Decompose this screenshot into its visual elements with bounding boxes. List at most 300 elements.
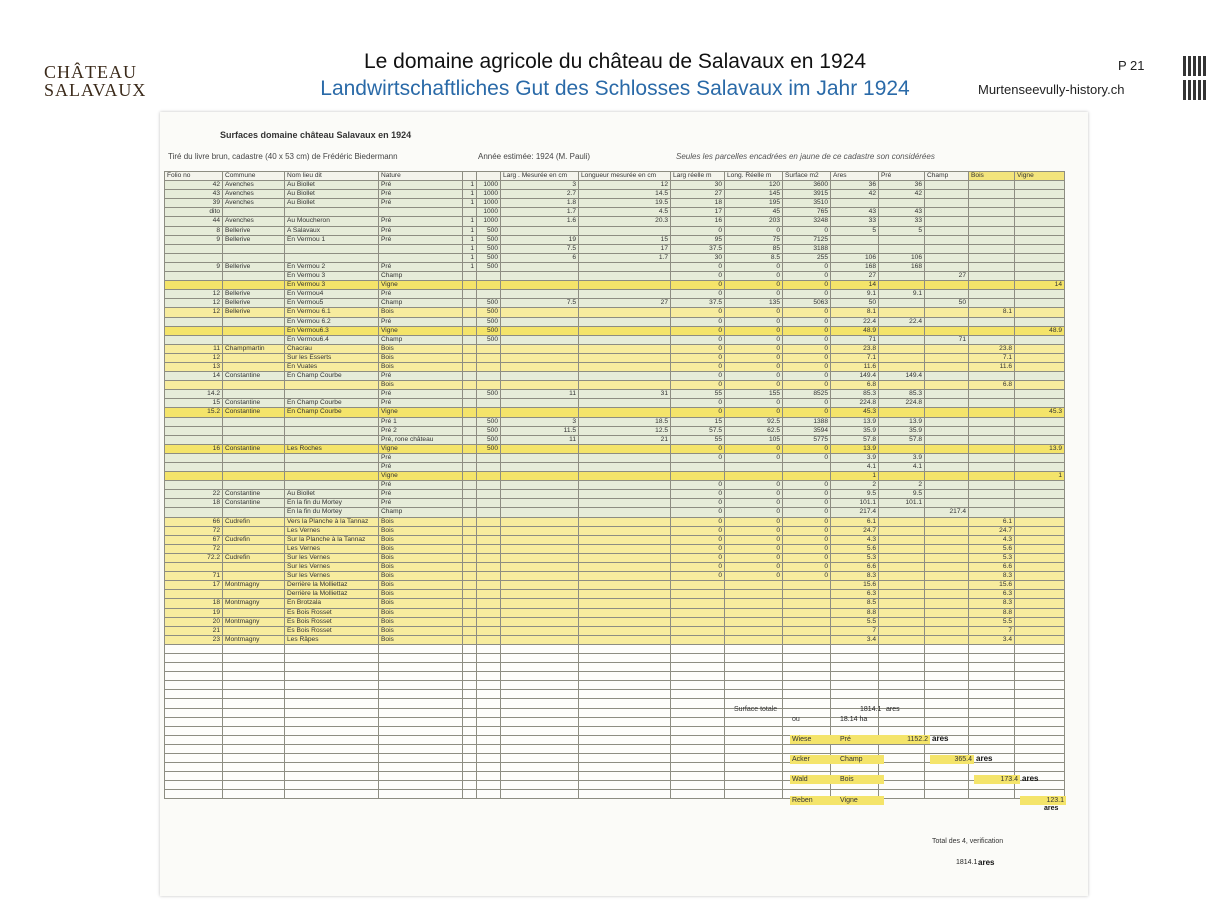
table-cell: [223, 472, 285, 481]
empty-cell: [671, 644, 725, 653]
table-cell: 1: [463, 181, 477, 190]
table-cell: Sur les Vernes: [285, 553, 379, 562]
table-cell: [671, 599, 725, 608]
table-cell: [165, 244, 223, 253]
table-cell: 8.8: [831, 608, 879, 617]
table-cell: [1015, 272, 1065, 281]
table-cell: [969, 253, 1015, 262]
empty-row: [165, 663, 1065, 672]
table-cell: [477, 535, 501, 544]
table-cell: [725, 626, 783, 635]
table-cell: 149.4: [831, 372, 879, 381]
table-cell: [463, 526, 477, 535]
table-cell: Pré: [379, 490, 463, 499]
table-cell: Bois: [379, 599, 463, 608]
empty-row: [165, 653, 1065, 662]
table-cell: [925, 226, 969, 235]
empty-cell: [477, 763, 501, 772]
empty-cell: [165, 790, 223, 799]
empty-cell: [671, 781, 725, 790]
table-row: [165, 299, 1065, 308]
table-cell: [969, 317, 1015, 326]
table-cell: [463, 517, 477, 526]
empty-cell: [223, 708, 285, 717]
table-cell: [579, 444, 671, 453]
table-cell: [463, 463, 477, 472]
table-cell: 0: [725, 262, 783, 271]
table-cell: 6.3: [831, 590, 879, 599]
table-cell: 217.4: [831, 508, 879, 517]
table-cell: [477, 617, 501, 626]
table-cell: [463, 453, 477, 462]
logo-line-1: CHÂTEAU: [44, 62, 137, 82]
sheet-source: Tiré du livre brun, cadastre (40 x 53 cm) de Frédéric Biedermann: [168, 152, 398, 161]
empty-cell: [925, 744, 969, 753]
table-cell: 9.5: [831, 490, 879, 499]
table-cell: 0: [725, 499, 783, 508]
table-cell: [463, 617, 477, 626]
table-cell: [165, 472, 223, 481]
table-cell: [223, 544, 285, 553]
table-cell: Pré: [379, 463, 463, 472]
table-cell: 7125: [783, 235, 831, 244]
empty-cell: [783, 708, 831, 717]
table-cell: [579, 553, 671, 562]
table-cell: 17: [165, 581, 223, 590]
table-cell: dito: [165, 208, 223, 217]
empty-cell: [671, 699, 725, 708]
table-cell: 135: [725, 299, 783, 308]
empty-cell: [831, 690, 879, 699]
table-cell: [969, 426, 1015, 435]
table-cell: [463, 635, 477, 644]
empty-cell: [725, 790, 783, 799]
table-cell: [879, 381, 925, 390]
empty-cell: [501, 699, 579, 708]
table-cell: [879, 272, 925, 281]
table-cell: [925, 290, 969, 299]
table-cell: [925, 190, 969, 199]
table-cell: 3600: [783, 181, 831, 190]
empty-cell: [463, 699, 477, 708]
empty-cell: [879, 754, 925, 763]
table-cell: [1015, 635, 1065, 644]
table-cell: 0: [725, 344, 783, 353]
table-cell: 101.1: [879, 499, 925, 508]
table-cell: [579, 381, 671, 390]
table-cell: 19.5: [579, 199, 671, 208]
table-cell: [1015, 535, 1065, 544]
empty-cell: [477, 781, 501, 790]
champ-fr-label: Champ: [838, 755, 884, 764]
table-cell: 7.5: [501, 299, 579, 308]
table-cell: 48.9: [1015, 326, 1065, 335]
table-cell: Vigne: [379, 281, 463, 290]
table-cell: 0: [783, 490, 831, 499]
empty-cell: [969, 763, 1015, 772]
table-cell: [783, 581, 831, 590]
table-cell: Vigne: [379, 472, 463, 481]
empty-cell: [463, 681, 477, 690]
empty-cell: [925, 681, 969, 690]
table-cell: Bois: [379, 381, 463, 390]
table-cell: [501, 262, 579, 271]
table-cell: 8.1: [969, 308, 1015, 317]
table-cell: 0: [783, 535, 831, 544]
table-cell: 1.7: [579, 253, 671, 262]
table-cell: [223, 253, 285, 262]
table-cell: Pré: [379, 235, 463, 244]
table-cell: 0: [671, 372, 725, 381]
empty-cell: [379, 708, 463, 717]
table-cell: Sur les Vernes: [285, 563, 379, 572]
table-cell: [969, 335, 1015, 344]
table-cell: 7: [969, 626, 1015, 635]
table-cell: 14: [1015, 281, 1065, 290]
column-header: Pré: [879, 172, 925, 181]
table-row: [165, 499, 1065, 508]
table-cell: 33: [879, 217, 925, 226]
table-row: [165, 244, 1065, 253]
table-cell: 11: [165, 344, 223, 353]
table-cell: 0: [725, 526, 783, 535]
pre-total: 1152.2: [884, 735, 930, 744]
table-cell: [463, 299, 477, 308]
table-cell: [969, 453, 1015, 462]
vigne-unit: ares: [1044, 805, 1059, 812]
empty-row: [165, 672, 1065, 681]
table-cell: [579, 472, 671, 481]
table-cell: 0: [725, 453, 783, 462]
empty-cell: [1015, 726, 1065, 735]
empty-cell: [671, 735, 725, 744]
table-cell: 0: [783, 444, 831, 453]
table-cell: 6.3: [969, 590, 1015, 599]
table-cell: 500: [477, 444, 501, 453]
table-cell: 45: [725, 208, 783, 217]
table-row: [165, 472, 1065, 481]
table-row: [165, 626, 1065, 635]
table-cell: [969, 290, 1015, 299]
table-cell: [477, 553, 501, 562]
table-cell: 43: [831, 208, 879, 217]
table-cell: 0: [725, 517, 783, 526]
table-cell: 0: [671, 490, 725, 499]
table-cell: [969, 181, 1015, 190]
table-cell: [477, 281, 501, 290]
table-cell: [925, 599, 969, 608]
empty-cell: [285, 735, 379, 744]
table-row: [165, 272, 1065, 281]
table-cell: [501, 635, 579, 644]
table-row: [165, 453, 1065, 462]
table-cell: [501, 326, 579, 335]
table-cell: 15: [165, 399, 223, 408]
vigne-de-label: Reben: [790, 796, 838, 805]
table-cell: [725, 463, 783, 472]
empty-cell: [477, 644, 501, 653]
table-cell: 6.1: [969, 517, 1015, 526]
table-cell: [165, 317, 223, 326]
empty-cell: [477, 681, 501, 690]
table-cell: Bois: [379, 526, 463, 535]
total-unit: ares: [886, 706, 900, 713]
table-cell: [285, 244, 379, 253]
table-cell: 4.1: [879, 463, 925, 472]
table-row: [165, 181, 1065, 190]
table-cell: Pré 1: [379, 417, 463, 426]
table-cell: En Vermou 3: [285, 272, 379, 281]
table-cell: 500: [477, 335, 501, 344]
table-cell: [671, 608, 725, 617]
table-cell: [925, 435, 969, 444]
table-cell: [285, 435, 379, 444]
empty-cell: [463, 735, 477, 744]
table-cell: [579, 226, 671, 235]
empty-cell: [671, 708, 725, 717]
table-cell: 0: [671, 335, 725, 344]
empty-cell: [969, 672, 1015, 681]
table-cell: 85.3: [831, 390, 879, 399]
table-cell: [969, 399, 1015, 408]
empty-cell: [725, 690, 783, 699]
empty-cell: [969, 790, 1015, 799]
table-cell: [925, 453, 969, 462]
table-row: [165, 608, 1065, 617]
table-cell: [1015, 417, 1065, 426]
table-cell: [969, 490, 1015, 499]
table-cell: 3: [501, 181, 579, 190]
table-cell: 0: [671, 499, 725, 508]
column-header: Vigne: [1015, 172, 1065, 181]
table-cell: [879, 362, 925, 371]
table-cell: 31: [579, 390, 671, 399]
table-cell: [1015, 353, 1065, 362]
table-cell: [463, 344, 477, 353]
empty-cell: [725, 726, 783, 735]
table-cell: 3.9: [831, 453, 879, 462]
table-cell: 6.6: [831, 563, 879, 572]
table-cell: 0: [783, 362, 831, 371]
table-cell: 15.6: [969, 581, 1015, 590]
table-cell: [477, 635, 501, 644]
table-cell: 1000: [477, 208, 501, 217]
empty-cell: [477, 699, 501, 708]
table-cell: [477, 626, 501, 635]
table-cell: [579, 281, 671, 290]
table-row: [165, 599, 1065, 608]
table-cell: [463, 544, 477, 553]
table-cell: 0: [671, 399, 725, 408]
table-cell: [1015, 499, 1065, 508]
table-cell: [579, 617, 671, 626]
table-cell: 0: [671, 526, 725, 535]
table-cell: [925, 244, 969, 253]
empty-cell: [477, 653, 501, 662]
table-cell: 36: [831, 181, 879, 190]
table-cell: [223, 590, 285, 599]
table-cell: Bois: [379, 626, 463, 635]
table-cell: [579, 290, 671, 299]
table-cell: [501, 590, 579, 599]
table-cell: 0: [783, 453, 831, 462]
table-row: [165, 444, 1065, 453]
table-cell: 0: [671, 317, 725, 326]
table-cell: [579, 272, 671, 281]
empty-cell: [501, 772, 579, 781]
table-row: [165, 617, 1065, 626]
table-cell: 0: [725, 572, 783, 581]
table-cell: 0: [671, 226, 725, 235]
table-cell: Bois: [379, 344, 463, 353]
table-cell: 0: [725, 308, 783, 317]
table-cell: [579, 563, 671, 572]
table-cell: Pré: [379, 262, 463, 271]
table-cell: 37.5: [671, 299, 725, 308]
table-cell: [1015, 399, 1065, 408]
table-cell: [925, 572, 969, 581]
table-cell: 13: [165, 362, 223, 371]
table-cell: [1015, 599, 1065, 608]
table-cell: 106: [831, 253, 879, 262]
table-cell: [925, 317, 969, 326]
table-cell: [579, 490, 671, 499]
empty-cell: [579, 717, 671, 726]
table-cell: [223, 390, 285, 399]
table-cell: 1: [463, 199, 477, 208]
table-cell: Bois: [379, 608, 463, 617]
table-cell: [879, 472, 925, 481]
table-cell: [501, 444, 579, 453]
table-cell: Vers la Planche à la Tannaz: [285, 517, 379, 526]
pre-fr-label: Pré: [838, 735, 884, 744]
table-cell: [463, 563, 477, 572]
table-cell: [1015, 626, 1065, 635]
table-cell: 0: [783, 226, 831, 235]
table-cell: 15.6: [831, 581, 879, 590]
table-cell: [463, 581, 477, 590]
table-cell: 0: [725, 362, 783, 371]
table-cell: [223, 362, 285, 371]
column-header: Longueur mesurée en cm: [579, 172, 671, 181]
table-cell: [925, 626, 969, 635]
champ-de-label: Acker: [790, 755, 838, 764]
table-cell: 15: [671, 417, 725, 426]
table-cell: 1000: [477, 190, 501, 199]
table-cell: 57.8: [831, 435, 879, 444]
empty-cell: [671, 754, 725, 763]
table-cell: 3.4: [969, 635, 1015, 644]
table-cell: [579, 317, 671, 326]
empty-cell: [579, 708, 671, 717]
table-cell: Au Biollet: [285, 181, 379, 190]
table-cell: 16: [671, 217, 725, 226]
table-cell: [477, 399, 501, 408]
table-cell: [463, 535, 477, 544]
empty-cell: [831, 726, 879, 735]
table-cell: [925, 408, 969, 417]
empty-cell: [463, 744, 477, 753]
empty-cell: [879, 763, 925, 772]
table-cell: 42: [831, 190, 879, 199]
empty-cell: [285, 699, 379, 708]
empty-cell: [285, 653, 379, 662]
table-cell: En Vermou 3: [285, 281, 379, 290]
table-cell: 2: [879, 481, 925, 490]
table-cell: 0: [783, 572, 831, 581]
table-cell: [501, 535, 579, 544]
table-cell: 0: [671, 408, 725, 417]
table-cell: [223, 317, 285, 326]
table-cell: Bois: [379, 635, 463, 644]
table-cell: 0: [671, 444, 725, 453]
empty-cell: [1015, 744, 1065, 753]
table-cell: [501, 617, 579, 626]
table-cell: [463, 272, 477, 281]
table-cell: 0: [725, 326, 783, 335]
table-cell: 0: [671, 272, 725, 281]
table-cell: 105: [725, 435, 783, 444]
table-cell: En Champ Courbe: [285, 372, 379, 381]
table-cell: Pré: [379, 499, 463, 508]
table-cell: [477, 572, 501, 581]
empty-cell: [925, 790, 969, 799]
table-cell: 0: [725, 317, 783, 326]
table-cell: [463, 372, 477, 381]
table-cell: [477, 362, 501, 371]
table-cell: 5063: [783, 299, 831, 308]
table-cell: [725, 590, 783, 599]
table-cell: 500: [477, 299, 501, 308]
table-cell: Avenches: [223, 181, 285, 190]
empty-cell: [879, 681, 925, 690]
table-cell: [501, 463, 579, 472]
empty-cell: [223, 735, 285, 744]
empty-cell: [925, 699, 969, 708]
table-cell: [879, 581, 925, 590]
table-cell: Pré, rone château: [379, 435, 463, 444]
empty-cell: [969, 735, 1015, 744]
table-cell: [579, 481, 671, 490]
table-cell: 16: [165, 444, 223, 453]
table-cell: [879, 299, 925, 308]
table-cell: 20.3: [579, 217, 671, 226]
table-cell: 14: [831, 281, 879, 290]
empty-cell: [579, 781, 671, 790]
table-cell: 9: [165, 262, 223, 271]
table-cell: Sur les Vernes: [285, 572, 379, 581]
table-cell: 43: [879, 208, 925, 217]
table-cell: 0: [671, 262, 725, 271]
table-cell: Derrière la Molliettaz: [285, 581, 379, 590]
table-cell: 0: [783, 526, 831, 535]
table-cell: 0: [725, 408, 783, 417]
table-cell: [477, 272, 501, 281]
empty-cell: [165, 735, 223, 744]
site-link[interactable]: Murtenseevully-history.ch: [978, 82, 1125, 97]
table-row: [165, 381, 1065, 390]
table-cell: [1015, 235, 1065, 244]
page-number: P 21: [1118, 58, 1145, 73]
table-cell: 145: [725, 190, 783, 199]
table-cell: [879, 563, 925, 572]
table-cell: [969, 472, 1015, 481]
table-cell: 500: [477, 390, 501, 399]
table-cell: Bois: [379, 535, 463, 544]
table-cell: 19: [165, 608, 223, 617]
table-cell: 500: [477, 262, 501, 271]
empty-cell: [379, 790, 463, 799]
